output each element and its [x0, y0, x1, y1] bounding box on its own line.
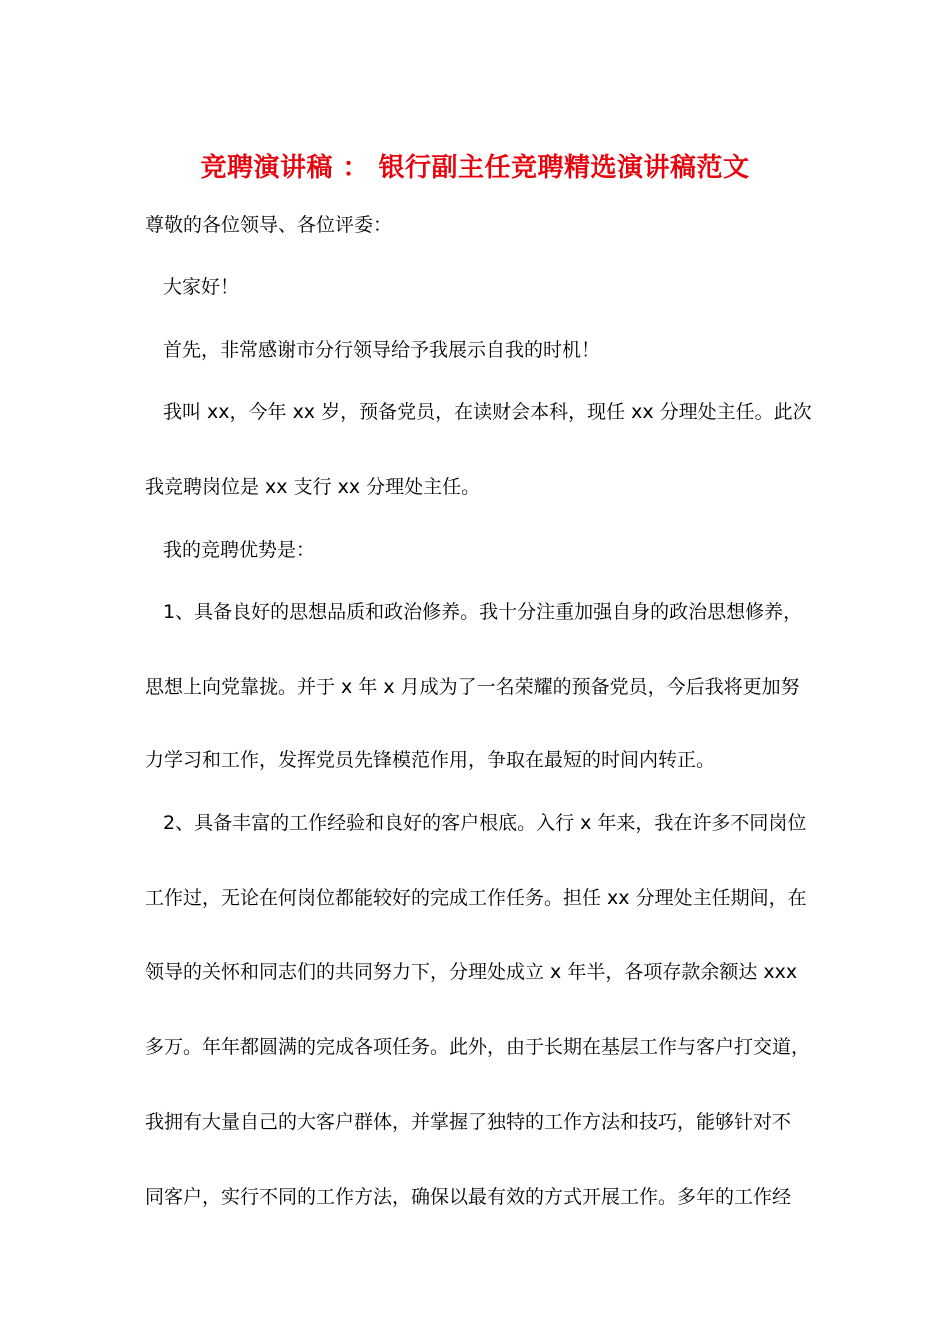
- paragraph-line: 力学习和工作，发挥党员先锋模范作用，争取在最短的时间内转正。: [145, 749, 716, 771]
- paragraph-line: 我的竞聘优势是：: [163, 539, 316, 561]
- paragraph-line: 领导的关怀和同志们的共同努力下，分理处成立 x 年半，各项存款余额达 xxx: [145, 961, 798, 983]
- paragraph-line: 同客户，实行不同的工作方法，确保以最有效的方式开展工作。多年的工作经: [145, 1186, 792, 1208]
- greeting: 大家好！: [163, 276, 240, 298]
- paragraph-line: 我拥有大量自己的大客户群体，并掌握了独特的工作方法和技巧，能够针对不: [145, 1111, 792, 1133]
- paragraph-line: 思想上向党靠拢。并于 x 年 x 月成为了一名荣耀的预备党员，今后我将更加努: [145, 676, 800, 698]
- paragraph-line: 1、具备良好的思想品质和政治修养。我十分注重加强自身的政治思想修养，: [163, 601, 803, 623]
- paragraph-line: 工作过，无论在何岗位都能较好的完成工作任务。担任 xx 分理处主任期间，在: [145, 887, 807, 909]
- paragraph-line: 我叫 xx，今年 xx 岁，预备党员，在读财会本科，现任 xx 分理处主任。此次: [163, 401, 812, 423]
- paragraph-line: 多万。年年都圆满的完成各项任务。此外，由于长期在基层工作与客户打交道，: [145, 1036, 811, 1058]
- salutation: 尊敬的各位领导、各位评委：: [145, 214, 393, 236]
- document-title: 竞聘演讲稿 ： 银行副主任竞聘精选演讲稿范文: [200, 153, 750, 183]
- paragraph-line: 我竞聘岗位是 xx 支行 xx 分理处主任。: [145, 476, 481, 498]
- paragraph-line: 2、具备丰富的工作经验和良好的客户根底。入行 x 年来，我在许多不同岗位: [163, 812, 807, 834]
- paragraph-line: 首先，非常感谢市分行领导给予我展示自我的时机！: [163, 339, 601, 361]
